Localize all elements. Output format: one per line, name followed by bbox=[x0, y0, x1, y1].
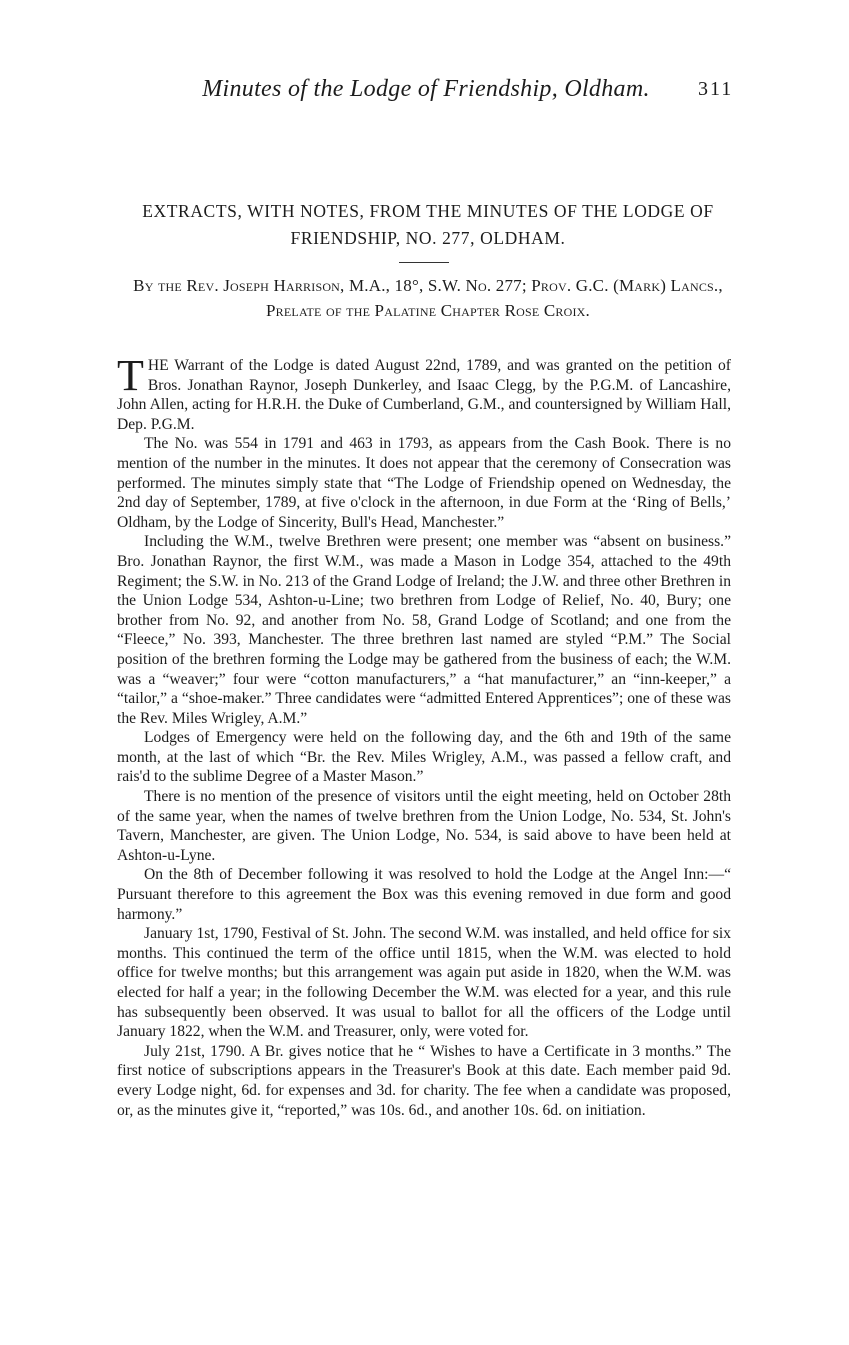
article-body bbox=[117, 351, 731, 1120]
article-title: EXTRACTS, WITH NOTES, FROM THE MINUTES OF THE LODGE OF FRIENDSHIP, NO. 277, OLDHAM. bbox=[142, 201, 714, 248]
paragraph-1-text: HE Warrant of the Lodge is dated August 22nd, 1789, and was granted on the petition of Bros. Jonathan Raynor, Joseph Dunkerley, and Isaac Clegg, by the P.G.M. of Lancashire, John Allen, acting for H.R.H. the Duke of Cumberland, G.M., and countersigned by William Hall, Dep. P.G.M. bbox=[117, 357, 731, 433]
page-number: 311 bbox=[698, 78, 734, 100]
drop-cap: T bbox=[117, 351, 144, 400]
paragraph-5: There is no mention of the presence of visitors until the eight meeting, held on October 28th of the same year, when the names of twelve brethren from the Union Lodge, No. 534, St. John's Tavern, Manchester, are given. The Union Lodge, No. 534, is said above to have been held at Ashton-u-Lyne. bbox=[117, 788, 731, 864]
paragraph-3: Including the W.M., twelve Brethren were present; one member was “absent on business.” Bro. Jonathan Raynor, the first W.M., was made a Mason in Lodge 354, attached to the 49th Regiment; the S.W. in No. 213 of the Grand Lodge of Ireland; the J.W. and three other Brethren in the Union Lodge 534, Ashton-u-Line; two brethren from Lodge of Relief, No. 40, Bury; one brother from No. 92, and another from No. 58, Grand Lodge of Scotland; and one from the “Fleece,” No. 393, Manchester. The three brethren last named are styled “P.M.” The Social position of the brethren forming the Lodge may be gathered from the business of each; the W.M. was a “weaver;” four were “cotton manufacturers,” a “hat manufacturer,” an “inn-keeper,” a “tailor,” a “shoe-maker.” Three candidates were “admitted Entered Apprentices”; one of these was the Rev. Miles Wrigley, A.M.” bbox=[117, 533, 731, 727]
paragraph-1 bbox=[117, 351, 731, 434]
paragraph-8: July 21st, 1790. A Br. gives notice that he “ Wishes to have a Certificate in 3 months.” The first notice of subscriptions appears in the Treasurer's Book at this date. Each member paid 9d. every Lodge night, 6d. for expenses and 3d. for charity. The fee when a candidate was proposed, or, as the minutes give it, “reported,” was 10s. 6d., and another 10s. 6d. on initiation. bbox=[117, 1042, 731, 1119]
paragraph-2: The No. was 554 in 1791 and 463 in 1793, as appears from the Cash Book. There is no mention of the number in the minutes. It does not appear that the ceremony of Consecration was performed. The minutes simply state that “The Lodge of Friendship opened on Wednesday, the 2nd day of September, 1789, at five o'clock in the afternoon, in due Form at the ‘Ring of Bells,’ Oldham, by the Lodge of Sincerity, Bull's Head, Manchester.” bbox=[117, 435, 731, 531]
running-title: Minutes of the Lodge of Friendship, Oldham. bbox=[202, 76, 650, 102]
paragraph-7: January 1st, 1790, Festival of St. John. The second W.M. was installed, and held office for six months. This continued the term of the office until 1815, when the W.M. was elected to hold office for twelve months; but this arrangement was again put aside in 1820, when the W.M. was elected for half a year; in the following December the W.M. was elected for a year, and this rule has subsequently been observed. It was usual to ballot for all the officers of the Lodge until January 1822, when the W.M. and Treasurer, only, were voted for. bbox=[117, 925, 731, 1041]
running-head bbox=[0, 76, 849, 110]
article-byline: By the Rev. Joseph Harrison, M.A., 18°, S.W. No. 277; Prov. G.C. (Mark) Lancs., Prelate of the Palatine Chapter Rose Croix. bbox=[133, 276, 723, 320]
title-rule bbox=[399, 262, 449, 263]
paragraph-4: Lodges of Emergency were held on the following day, and the 6th and 19th of the same month, at the last of which “Br. the Rev. Miles Wrigley, A.M., was passed a fellow craft, and rais'd to the sublime Degree of a Master Mason.” bbox=[117, 729, 731, 786]
paragraph-6: On the 8th of December following it was resolved to hold the Lodge at the Angel Inn:—“ Pursuant therefore to this agreement the Box was this evening removed in due form and good harmony.” bbox=[117, 866, 731, 923]
